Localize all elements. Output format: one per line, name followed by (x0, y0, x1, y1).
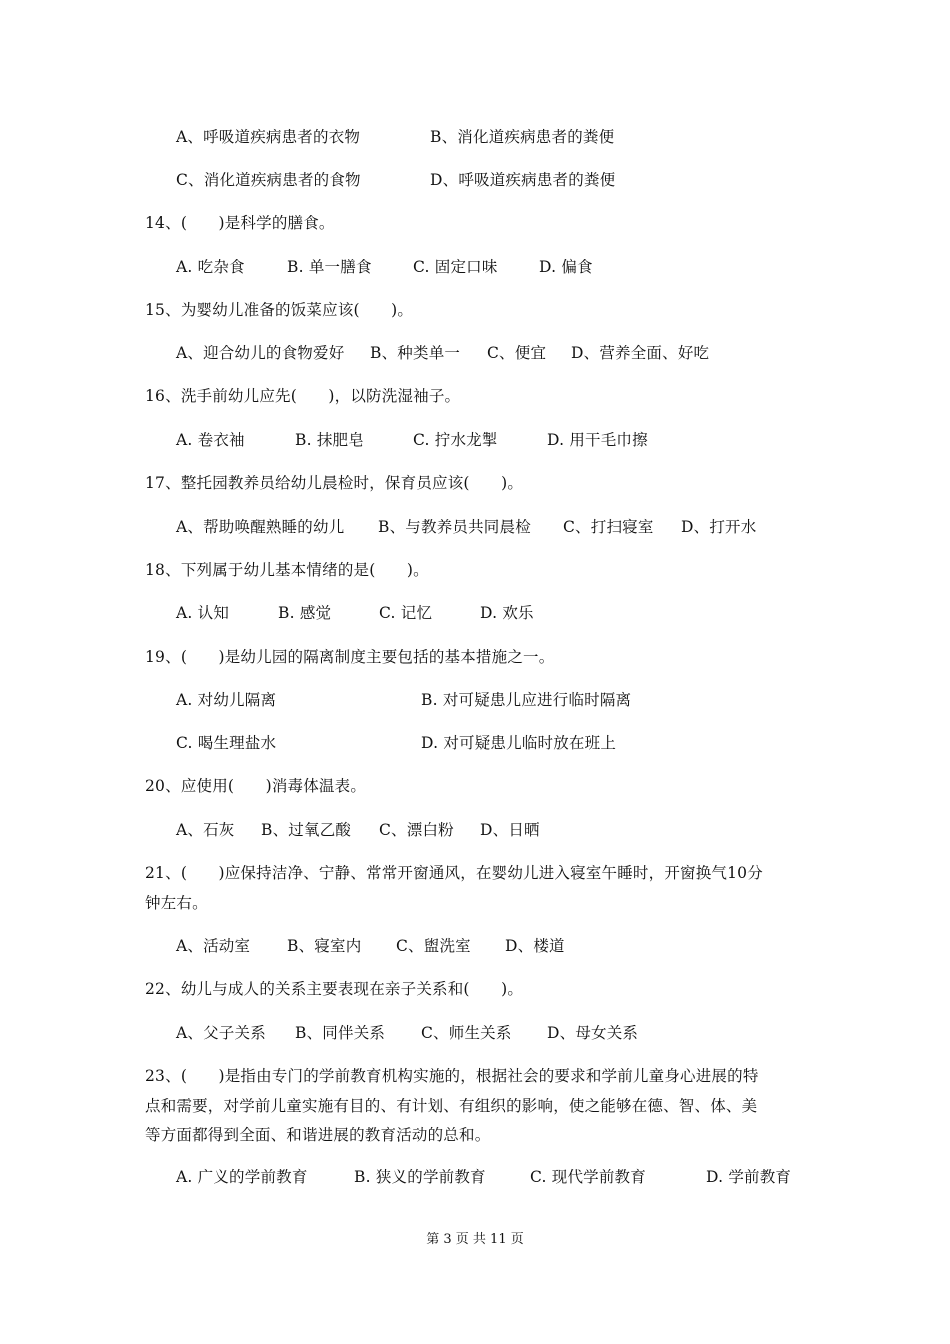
option-c: C. 喝生理盐水 (176, 734, 277, 752)
option-d: D. 欢乐 (480, 604, 534, 622)
option-a: A. 认知 (176, 604, 230, 622)
option-d: D. 对可疑患儿临时放在班上 (421, 734, 617, 752)
question-22-stem: 22、幼儿与成人的关系主要表现在亲子关系和( )。 (145, 980, 524, 998)
option-a: A、父子关系 (176, 1024, 266, 1042)
option-a: A. 吃杂食 (176, 258, 245, 276)
option-c: C. 记忆 (379, 604, 433, 622)
question-15-stem: 15、为婴幼儿准备的饭菜应该( )。 (145, 301, 414, 319)
option-b: B. 抹肥皂 (295, 431, 364, 449)
question-21-stem-line-2: 钟左右。 (145, 894, 208, 912)
page-number: 第 3 页 共 11 页 (426, 1232, 524, 1247)
option-b: B. 单一膳食 (287, 258, 372, 276)
option-c: C、漂白粉 (379, 821, 454, 839)
option-a: A. 对幼儿隔离 (176, 691, 277, 709)
question-23-stem-line-1: 23、( )是指由专门的学前教育机构实施的，根据社会的要求和学前儿童身心进展的特 (145, 1067, 759, 1085)
option-d: D、呼吸道疾病患者的粪便 (430, 171, 616, 189)
option-c: C、打扫寝室 (563, 518, 654, 536)
option-d: D、日晒 (480, 821, 540, 839)
option-c: C、消化道疾病患者的食物 (176, 171, 361, 189)
option-d: D、母女关系 (547, 1024, 639, 1042)
option-a: A、帮助唤醒熟睡的幼儿 (176, 518, 345, 536)
option-b: B. 对可疑患儿应进行临时隔离 (421, 691, 632, 709)
option-c: C、便宜 (487, 344, 547, 362)
option-c: C、师生关系 (421, 1024, 512, 1042)
question-23-stem-line-2: 点和需要，对学前儿童实施有目的、有计划、有组织的影响，使之能够在德、智、体、美 (145, 1097, 758, 1115)
option-d: D、营养全面、好吃 (571, 344, 710, 362)
option-a: A、呼吸道疾病患者的衣物 (176, 128, 361, 146)
option-d: D. 用干毛巾擦 (547, 431, 648, 449)
option-b: B. 狭义的学前教育 (354, 1168, 486, 1186)
option-c: C. 固定口味 (413, 258, 498, 276)
option-d: D. 学前教育 (706, 1168, 792, 1186)
question-20-stem: 20、应使用( )消毒体温表。 (145, 777, 367, 795)
question-17-stem: 17、整托园教养员给幼儿晨检时，保育员应该( )。 (145, 474, 524, 492)
question-14-stem: 14、( )是科学的膳食。 (145, 214, 335, 232)
option-d: D. 偏食 (539, 258, 593, 276)
question-18-stem: 18、下列属于幼儿基本情绪的是( )。 (145, 561, 429, 579)
option-b: B、与教养员共同晨检 (378, 518, 531, 536)
option-c: C. 拧水龙掣 (413, 431, 498, 449)
option-b: B. 感觉 (278, 604, 332, 622)
option-b: B、同伴关系 (295, 1024, 386, 1042)
question-21-stem-line-1: 21、( )应保持洁净、宁静、常常开窗通风，在婴幼儿进入寝室午睡时，开窗换气10分 (145, 864, 763, 882)
option-d: D、打开水 (681, 518, 757, 536)
question-23-stem-line-3: 等方面都得到全面、和谐进展的教育活动的总和。 (145, 1126, 491, 1144)
option-b: B、消化道疾病患者的粪便 (430, 128, 615, 146)
option-a: A. 广义的学前教育 (176, 1168, 308, 1186)
option-d: D、楼道 (505, 937, 565, 955)
option-b: B、过氧乙酸 (261, 821, 352, 839)
option-a: A. 卷衣袖 (176, 431, 245, 449)
option-a: A、活动室 (176, 937, 251, 955)
option-b: B、寝室内 (287, 937, 362, 955)
option-a: A、石灰 (176, 821, 235, 839)
option-c: C、盥洗室 (396, 937, 471, 955)
option-a: A、迎合幼儿的食物爱好 (176, 344, 345, 362)
option-c: C. 现代学前教育 (530, 1168, 646, 1186)
option-b: B、种类单一 (370, 344, 461, 362)
question-19-stem: 19、( )是幼儿园的隔离制度主要包括的基本措施之一。 (145, 648, 555, 666)
question-16-stem: 16、洗手前幼儿应先( )，以防洗湿袖子。 (145, 387, 461, 405)
